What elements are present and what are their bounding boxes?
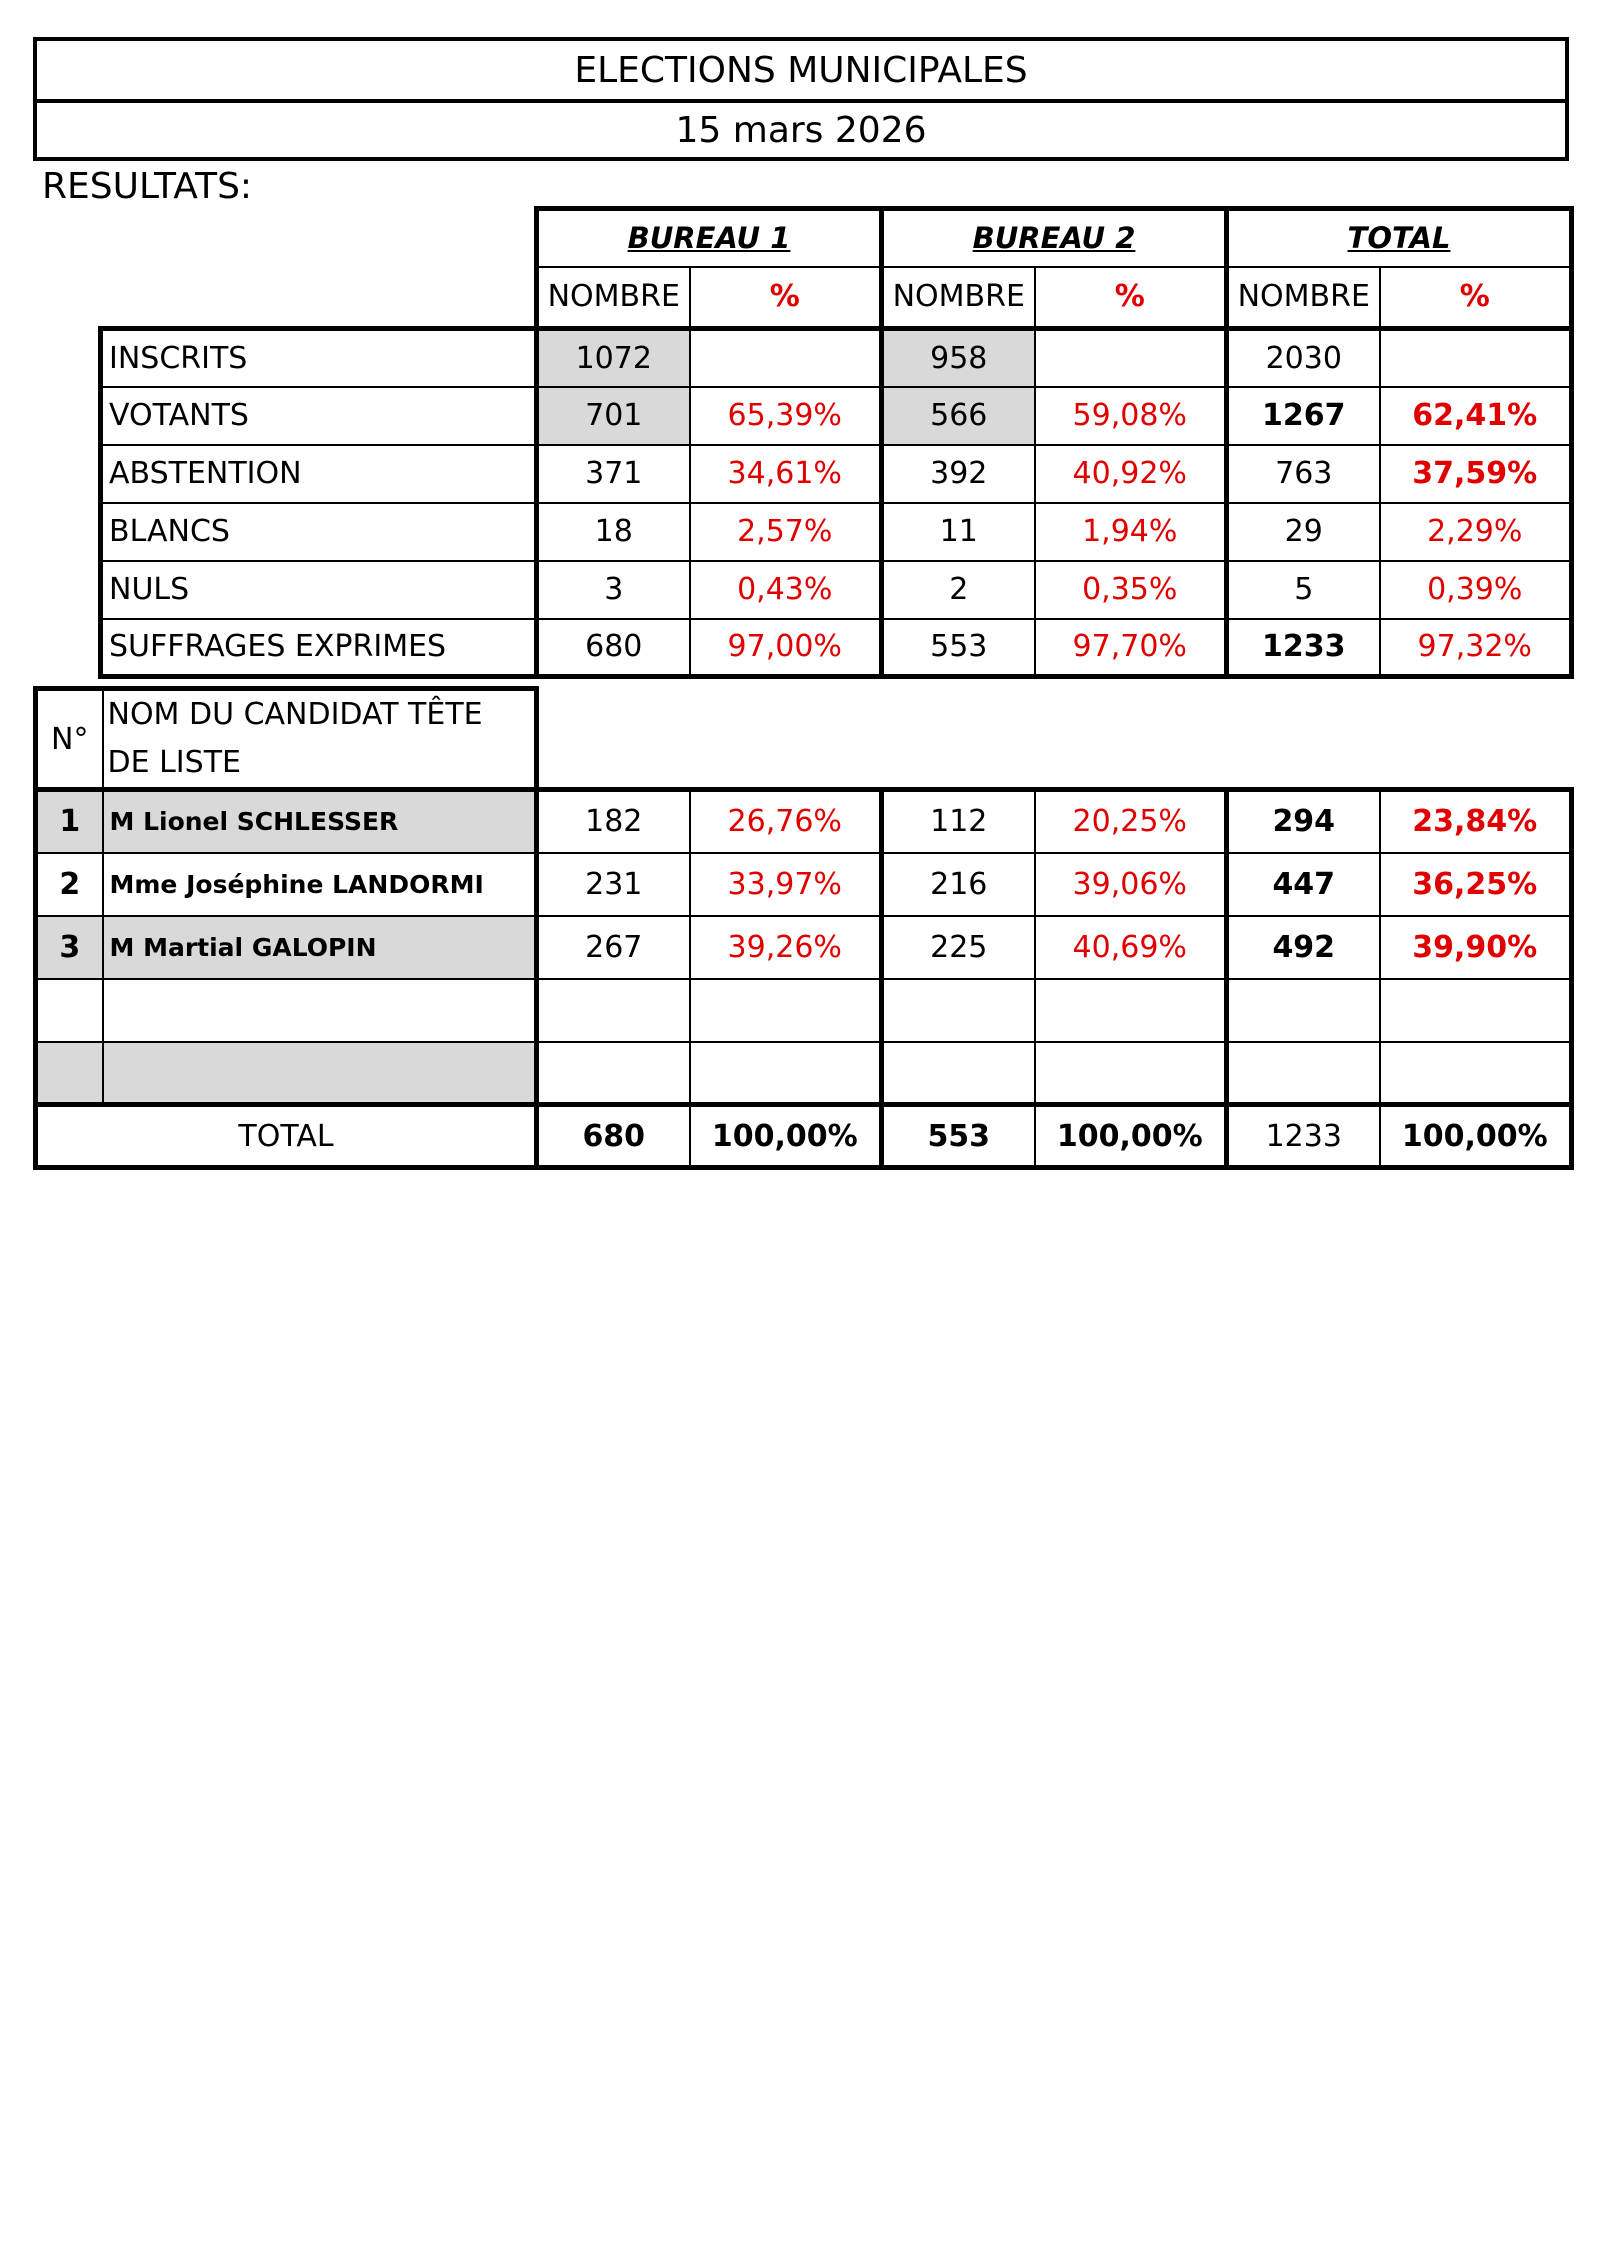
col-header-count: NOMBRE — [882, 267, 1035, 329]
bureau2-pct: 40,92% — [1035, 445, 1227, 503]
total-count: 763 — [1227, 445, 1380, 503]
total-count: 1267 — [1227, 387, 1380, 445]
row-label: SUFFRAGES EXPRIMES — [101, 619, 537, 677]
candidate-number — [36, 979, 103, 1042]
bureau1-total-pct: 100,00% — [690, 1105, 882, 1168]
candidate-name: Mme Joséphine LANDORMI — [103, 853, 537, 916]
bureau1-total-count: 680 — [537, 1105, 690, 1168]
row-label: BLANCS — [101, 503, 537, 561]
total-count — [1227, 979, 1380, 1042]
total-pct: 62,41% — [1380, 387, 1572, 445]
bureau2-count: 2 — [882, 561, 1035, 619]
bureau2-pct: 1,94% — [1035, 503, 1227, 561]
candidate-name: M Lionel SCHLESSER — [103, 790, 537, 853]
bureau1-pct — [690, 329, 882, 387]
bureau1-count — [537, 1042, 690, 1105]
total-count: 447 — [1227, 853, 1380, 916]
col-header-pct: % — [1035, 267, 1227, 329]
bureau2-pct: 40,69% — [1035, 916, 1227, 979]
results-row-votants — [101, 387, 1572, 445]
bureau2-pct — [1035, 1042, 1227, 1105]
bureau1-pct: 33,97% — [690, 853, 882, 916]
bureau1-count: 182 — [537, 790, 690, 853]
candidate-name: M Martial GALOPIN — [103, 916, 537, 979]
bureau1-count: 701 — [537, 387, 690, 445]
total-count: 492 — [1227, 916, 1380, 979]
bureau2-count: 11 — [882, 503, 1035, 561]
bureau2-pct: 59,08% — [1035, 387, 1227, 445]
total-pct: 97,32% — [1380, 619, 1572, 677]
candidate-row-empty — [36, 979, 1572, 1042]
bureau2-pct: 0,35% — [1035, 561, 1227, 619]
col-header-count: NOMBRE — [537, 267, 690, 329]
candidate-row — [36, 790, 1572, 853]
total-pct — [1380, 979, 1572, 1042]
results-row-nuls — [101, 561, 1572, 619]
total-pct: 23,84% — [1380, 790, 1572, 853]
bureau2-total-count: 553 — [882, 1105, 1035, 1168]
total-count: 5 — [1227, 561, 1380, 619]
total-pct — [1380, 329, 1572, 387]
bureau2-pct — [1035, 329, 1227, 387]
title-box — [33, 37, 1569, 161]
bureau1-count: 371 — [537, 445, 690, 503]
bureau1-count: 18 — [537, 503, 690, 561]
bureau2-pct: 97,70% — [1035, 619, 1227, 677]
total-count: 29 — [1227, 503, 1380, 561]
bureau2-total-pct: 100,00% — [1035, 1105, 1227, 1168]
header-candidate-name: NOM DU CANDIDAT TÊTE DE LISTE — [103, 689, 537, 790]
total-count: 294 — [1227, 790, 1380, 853]
total-pct — [1380, 1042, 1572, 1105]
candidate-name — [103, 1042, 537, 1105]
bureau1-count — [537, 979, 690, 1042]
candidate-number: 3 — [36, 916, 103, 979]
total-pct: 37,59% — [1380, 445, 1572, 503]
group-header-total: TOTAL — [1227, 209, 1572, 267]
candidate-row — [36, 853, 1572, 916]
results-row-suffrages-exprimes — [101, 619, 1572, 677]
section-label: RESULTATS: — [42, 166, 253, 207]
bureau1-count: 1072 — [537, 329, 690, 387]
bureau2-count: 553 — [882, 619, 1035, 677]
results-row-abstention — [101, 445, 1572, 503]
candidate-row — [36, 916, 1572, 979]
bureau1-count: 231 — [537, 853, 690, 916]
col-header-pct: % — [1380, 267, 1572, 329]
bureau2-count: 216 — [882, 853, 1035, 916]
bureau2-count: 225 — [882, 916, 1035, 979]
bureau1-pct — [690, 1042, 882, 1105]
bureau1-pct: 39,26% — [690, 916, 882, 979]
row-label: INSCRITS — [101, 329, 537, 387]
bureau1-pct: 65,39% — [690, 387, 882, 445]
row-label: ABSTENTION — [101, 445, 537, 503]
total-pct: 39,90% — [1380, 916, 1572, 979]
candidate-row-empty — [36, 1042, 1572, 1105]
col-header-pct: % — [690, 267, 882, 329]
row-label: NULS — [101, 561, 537, 619]
header-number: N° — [36, 689, 103, 790]
col-header-count: NOMBRE — [1227, 267, 1380, 329]
bureau1-count: 680 — [537, 619, 690, 677]
bureau1-count: 267 — [537, 916, 690, 979]
bureau1-pct: 34,61% — [690, 445, 882, 503]
row-label: VOTANTS — [101, 387, 537, 445]
bureau2-count: 566 — [882, 387, 1035, 445]
bureau2-pct: 39,06% — [1035, 853, 1227, 916]
bureau1-count: 3 — [537, 561, 690, 619]
total-count: 2030 — [1227, 329, 1380, 387]
bureau2-count: 112 — [882, 790, 1035, 853]
total-pct: 0,39% — [1380, 561, 1572, 619]
grand-total-count: 1233 — [1227, 1105, 1380, 1168]
total-count: 1233 — [1227, 619, 1380, 677]
bureau2-count — [882, 1042, 1035, 1105]
results-row-inscrits — [101, 329, 1572, 387]
bureau1-pct: 2,57% — [690, 503, 882, 561]
candidate-number — [36, 1042, 103, 1105]
candidate-name — [103, 979, 537, 1042]
bureau2-count: 958 — [882, 329, 1035, 387]
bureau1-pct — [690, 979, 882, 1042]
group-header-bureau-1: BUREAU 1 — [537, 209, 882, 267]
candidate-number: 2 — [36, 853, 103, 916]
results-table — [98, 206, 1574, 679]
candidates-table — [33, 686, 1574, 1170]
election-date: 15 mars 2026 — [675, 109, 927, 151]
total-label: TOTAL — [36, 1105, 537, 1168]
total-pct: 36,25% — [1380, 853, 1572, 916]
bureau2-count: 392 — [882, 445, 1035, 503]
bureau2-count — [882, 979, 1035, 1042]
bureau2-pct: 20,25% — [1035, 790, 1227, 853]
bureau1-pct: 0,43% — [690, 561, 882, 619]
bureau1-pct: 26,76% — [690, 790, 882, 853]
grand-total-pct: 100,00% — [1380, 1105, 1572, 1168]
candidate-number: 1 — [36, 790, 103, 853]
bureau2-pct — [1035, 979, 1227, 1042]
results-row-blancs — [101, 503, 1572, 561]
candidates-total-row — [36, 1105, 1572, 1168]
total-pct: 2,29% — [1380, 503, 1572, 561]
total-count — [1227, 1042, 1380, 1105]
page-title: ELECTIONS MUNICIPALES — [37, 41, 1565, 103]
group-header-bureau-2: BUREAU 2 — [882, 209, 1227, 267]
bureau1-pct: 97,00% — [690, 619, 882, 677]
